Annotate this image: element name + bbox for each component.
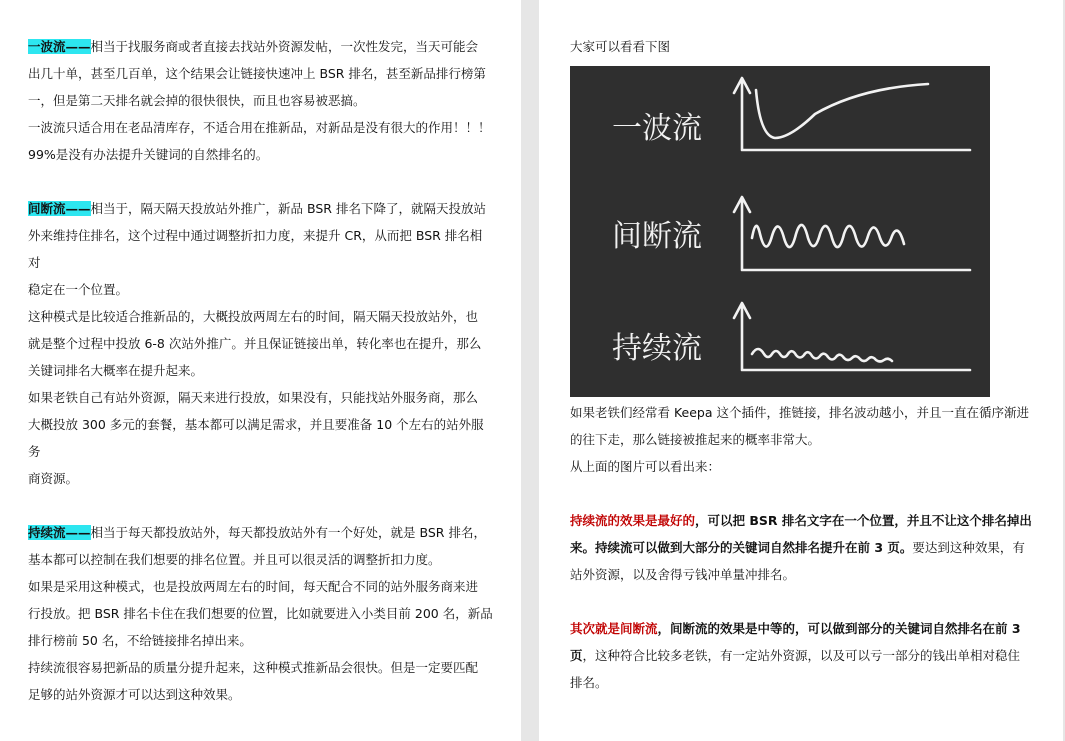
bold-text: 来。持续流可以做到大部分的关键词自然排名提升在前 3 页。 — [570, 540, 913, 555]
text-line: 外来维持住排名，这个过程中通过调整折扣力度，来提升 CR，从而把 BSR 排名相对 — [28, 228, 483, 270]
text-line: 相当于找服务商或者直接去找站外资源发帖，一次性发完，当天可能会 — [90, 39, 479, 54]
text-line: 就是整个过程中投放 6-8 次站外推广。并且保证链接出单，转化率也在提升，那么 — [28, 336, 482, 351]
paragraph — [570, 642, 1032, 669]
paragraph — [570, 507, 1032, 534]
document-page-left — [0, 0, 521, 741]
text-line: 足够的站外资源才可以达到这种效果。 — [28, 687, 241, 702]
board-label: 间断流 — [612, 219, 702, 254]
chalkboard-image — [570, 66, 990, 397]
text-line: 如果老铁自己有站外资源，隔天来进行投放，如果没有，只能找站外服务商，那么 — [28, 390, 479, 405]
text-line: 基本都可以控制在我们想要的排名位置。并且可以很灵活的调整折扣力度。 — [28, 552, 441, 567]
page-left-content — [28, 33, 494, 708]
text-line: 这种模式是比较适合推新品的，大概投放两周左右的时间，隔天隔天投放站外，也 — [28, 309, 479, 324]
highlight-term: 间断流—— — [28, 201, 91, 216]
paragraph-gap — [28, 168, 494, 195]
red-emphasis: 其次就是间断流 — [570, 621, 658, 636]
board-label: 一波流 — [612, 111, 702, 146]
text-line: 相当于，隔天隔天投放站外推广，新品 BSR 排名下降了，就隔天投放站 — [90, 201, 486, 216]
board-label: 持续流 — [612, 331, 702, 366]
paragraph — [570, 534, 1032, 561]
paragraph-gap — [570, 480, 1032, 507]
text-line: ，这种符合比较多老铁，有一定站外资源，以及可以亏一部分的钱出单相对稳住 — [582, 648, 1021, 663]
text-line: 要达到这种效果，有 — [912, 540, 1025, 555]
paragraph-gap — [570, 588, 1032, 615]
paragraph — [28, 195, 494, 222]
red-emphasis: 持续流的效果是最好的 — [570, 513, 696, 528]
text-line: 大家可以看看下图 — [570, 39, 671, 54]
text-line: 站外资源，以及舍得亏钱冲单量冲排名。 — [570, 567, 796, 582]
text-line: 大概投放 300 多元的套餐，基本都可以满足需求，并且要准备 10 个左右的站外服务 — [28, 417, 484, 459]
paragraph — [28, 33, 494, 60]
bold-text: ，间断流的效果是中等的，可以做到部分的关键词自然排名在前 3 — [657, 621, 1021, 636]
text-line: 排行榜前 50 名，不给链接排名掉出来。 — [28, 633, 252, 648]
document-page-right — [539, 0, 1063, 741]
text-line: 相当于每天都投放站外，每天都投放站外有一个好处，就是 BSR 排名， — [90, 525, 486, 540]
text-line: 行投放。把 BSR 排名卡住在我们想要的位置，比如就要进入小类目前 200 名，新品 — [28, 606, 493, 621]
paragraph — [570, 615, 1032, 642]
text-line: 排名。 — [570, 675, 608, 690]
text-line: 商资源。 — [28, 471, 79, 486]
page-right-content — [570, 33, 1032, 696]
text-line: 一，但是第二天排名就会掉的很快很快，而且也容易被恶搞。 — [28, 93, 366, 108]
text-line: 99%是没有办法提升关键词的自然排名的。 — [28, 147, 269, 162]
text-line: 的往下走，那么链接被推起来的概率非常大。 — [570, 432, 821, 447]
text-line: 如果是采用这种模式，也是投放两周左右的时间，每天配合不同的站外服务商来进 — [28, 579, 479, 594]
text-line: 关键词排名大概率在提升起来。 — [28, 363, 204, 378]
bold-text: 页 — [570, 648, 583, 663]
text-line: 持续流很容易把新品的质量分提升起来，这种模式推新品会很快。但是一定要匹配 — [28, 660, 479, 675]
text-line: 一波流只适合用在老品清库存，不适合用在推新品，对新品是没有很大的作用！！！ — [28, 120, 491, 135]
text-line: 稳定在一个位置。 — [28, 282, 129, 297]
text-line: 从上面的图片可以看出来： — [570, 459, 721, 474]
highlight-term: 一波流—— — [28, 39, 91, 54]
paragraph — [28, 519, 494, 546]
paragraph-gap — [28, 492, 494, 519]
text-line: 如果老铁们经常看 Keepa 这个插件，推链接，排名波动越小，并且一直在循序渐进 — [570, 405, 1029, 420]
bold-text: ，可以把 BSR 排名文字在一个位置，并且不让这个排名掉出 — [695, 513, 1032, 528]
text-line: 出几十单，甚至几百单，这个结果会让链接快速冲上 BSR 排名，甚至新品排行榜第 — [28, 66, 486, 81]
highlight-term: 持续流—— — [28, 525, 91, 540]
